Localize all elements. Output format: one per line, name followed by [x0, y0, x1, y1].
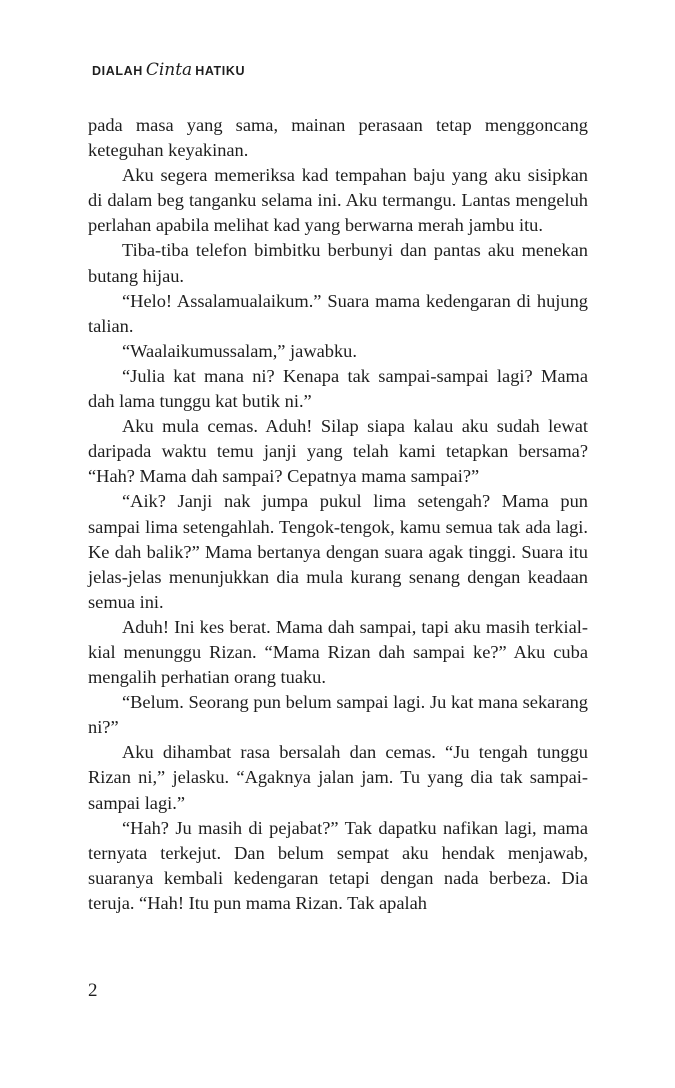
- paragraph: Aku dihambat rasa bersalah dan cemas. “Ju tengah tunggu Rizan ni,” jelasku. “Agaknya jalan jam. Tu yang dia tak sampai-sampai lagi.”: [88, 742, 588, 813]
- body-text: [88, 113, 588, 916]
- running-head-title-part3: HATIKU: [195, 64, 246, 78]
- paragraph: “Julia kat mana ni? Kenapa tak sampai-sampai lagi? Mama dah lama tunggu kat butik ni.”: [88, 365, 588, 412]
- paragraph: Aku mula cemas. Aduh! Silap siapa kalau aku sudah lewat daripada waktu temu janji yang telah kami tetapkan bersama? “Hah? Mama dah sampai? Cepatnya mama sampai?”: [88, 416, 588, 487]
- paragraph: Aduh! Ini kes berat. Mama dah sampai, tapi aku masih terkial-kial menunggu Rizan. “Mama Rizan dah sampai ke?” Aku cuba mengalih perhatian orang tuaku.: [88, 616, 588, 688]
- paragraph: “Hah? Ju masih di pejabat?” Tak dapatku nafikan lagi, mama ternyata terkejut. Dan belum sempat aku hendak menjawab, suaranya kembali kedengaran tetapi dengan nada berbeza. Dia teruja. “Hah! Itu pun mama Rizan. Tak apalah: [88, 817, 588, 913]
- running-head-title-script: Cinta: [145, 60, 193, 80]
- paragraph: “Belum. Seorang pun belum sampai lagi. Ju kat mana sekarang ni?”: [88, 692, 588, 738]
- paragraph-continued: pada masa yang sama, mainan perasaan tetap menggoncang keteguhan keyakinan.: [88, 115, 588, 161]
- paragraph: Aku segera memeriksa kad tempahan baju yang aku sisipkan di dalam beg tanganku selama ini. Aku termangu. Lantas mengeluh perlahan apabila melihat kad yang berwarna merah jambu itu.: [88, 165, 588, 236]
- paragraph: “Waalaikumussalam,” jawabku.: [122, 340, 357, 361]
- page-number: 2: [88, 980, 98, 1001]
- running-head-title-part1: DIALAH: [92, 64, 143, 78]
- running-head: [92, 60, 245, 80]
- paragraph: “Aik? Janji nak jumpa pukul lima setengah? Mama pun sampai lima setengahlah. Tengok-tengok, kamu semua tak ada lagi. Ke dah balik?” Mama bertanya dengan suara agak tinggi. Suara itu jelas-jelas menunjukkan dia mula kurang senang dengan keadaan semua ini.: [88, 491, 588, 612]
- paragraph: “Helo! Assalamualaikum.” Suara mama kedengaran di hujung talian.: [88, 290, 588, 336]
- paragraph: Tiba-tiba telefon bimbitku berbunyi dan pantas aku menekan butang hijau.: [88, 240, 588, 286]
